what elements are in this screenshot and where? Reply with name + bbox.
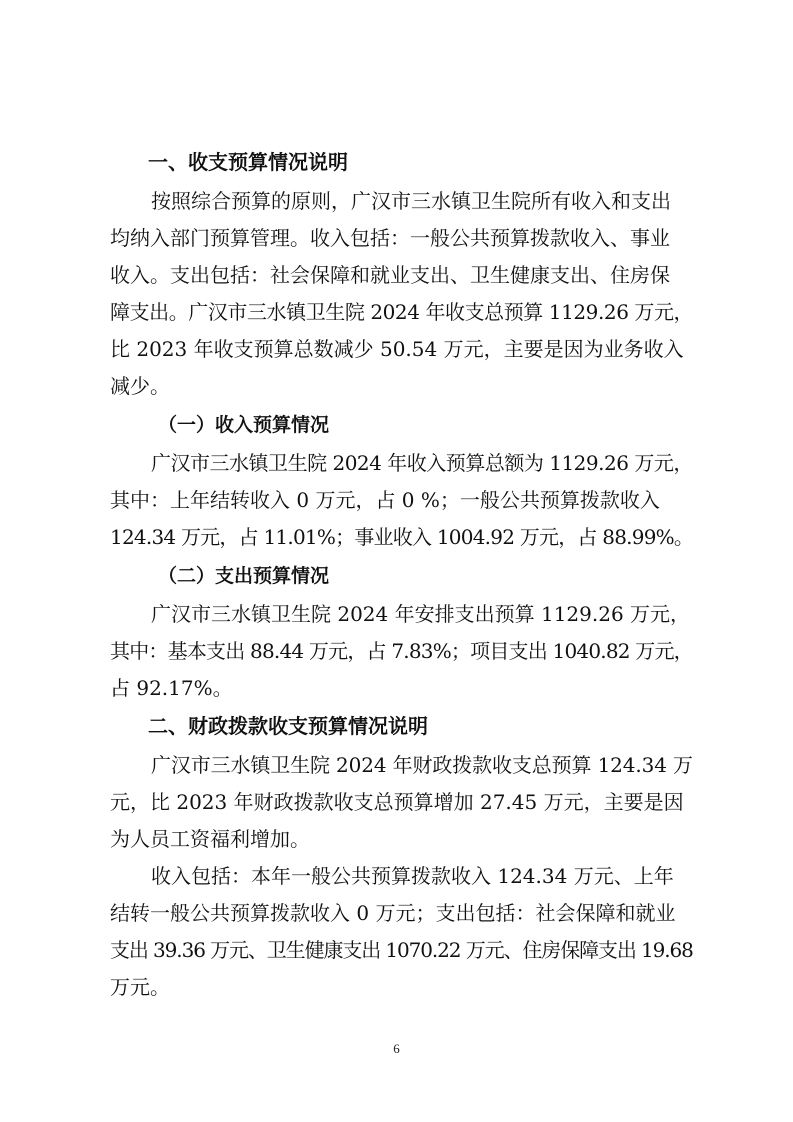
paragraph-line: 均纳入部门预算管理。收入包括：一般公共预算拨款收入、事业 xyxy=(110,226,670,250)
paragraph-line: 比 2023 年收支预算总数减少 50.54 万元，主要是因为业务收入 xyxy=(110,337,684,361)
paragraph-line: 结转一般公共预算拨款收入 0 万元；支出包括：社会保障和就业 xyxy=(110,901,676,925)
subsection-heading: （一）收入预算情况 xyxy=(158,414,330,436)
paragraph-line: 按照综合预算的原则，广汉市三水镇卫生院所有收入和支出 xyxy=(151,189,671,213)
page-number: 6 xyxy=(393,1041,400,1056)
paragraph-line: 广汉市三水镇卫生院 2024 年收入预算总额为 1129.26 万元， xyxy=(151,451,693,475)
paragraph-line: 障支出。广汉市三水镇卫生院 2024 年收支总预算 1129.26 万元， xyxy=(110,300,694,324)
paragraph-line: 其中：上年结转收入 0 万元，占 0 %；一般公共预算拨款收入 xyxy=(110,488,660,512)
paragraph-line: 收入包括：本年一般公共预算拨款收入 124.34 万元、上年 xyxy=(151,864,674,888)
paragraph-line: 124.34 万元，占 11.01%；事业收入 1004.92 万元，占 88.99%。 xyxy=(110,525,694,549)
paragraph-line: 减少。 xyxy=(110,374,170,398)
paragraph-line: 为人员工资福利增加。 xyxy=(110,827,310,851)
paragraph-line: 万元。 xyxy=(110,975,170,999)
section-heading: 二、财政拨款收支预算情况说明 xyxy=(148,714,428,738)
paragraph-line: 广汉市三水镇卫生院 2024 年安排支出预算 1129.26 万元， xyxy=(151,602,691,626)
paragraph-line: 元，比 2023 年财政拨款收支总预算增加 27.45 万元，主要是因 xyxy=(110,790,684,814)
subsection-heading: （二）支出预算情况 xyxy=(158,565,330,587)
paragraph-line: 支出 39.36 万元、卫生健康支出 1070.22 万元、住房保障支出 19.68 xyxy=(110,938,693,962)
paragraph-line: 收入。支出包括：社会保障和就业支出、卫生健康支出、住房保 xyxy=(110,263,670,287)
paragraph-line: 其中：基本支出 88.44 万元，占 7.83%；项目支出 1040.82 万元， xyxy=(110,639,693,663)
paragraph-line: 广汉市三水镇卫生院 2024 年财政拨款收支总预算 124.34 万 xyxy=(151,753,693,777)
paragraph-line: 占 92.17%。 xyxy=(110,676,233,700)
section-heading: 一、收支预算情况说明 xyxy=(148,150,348,174)
